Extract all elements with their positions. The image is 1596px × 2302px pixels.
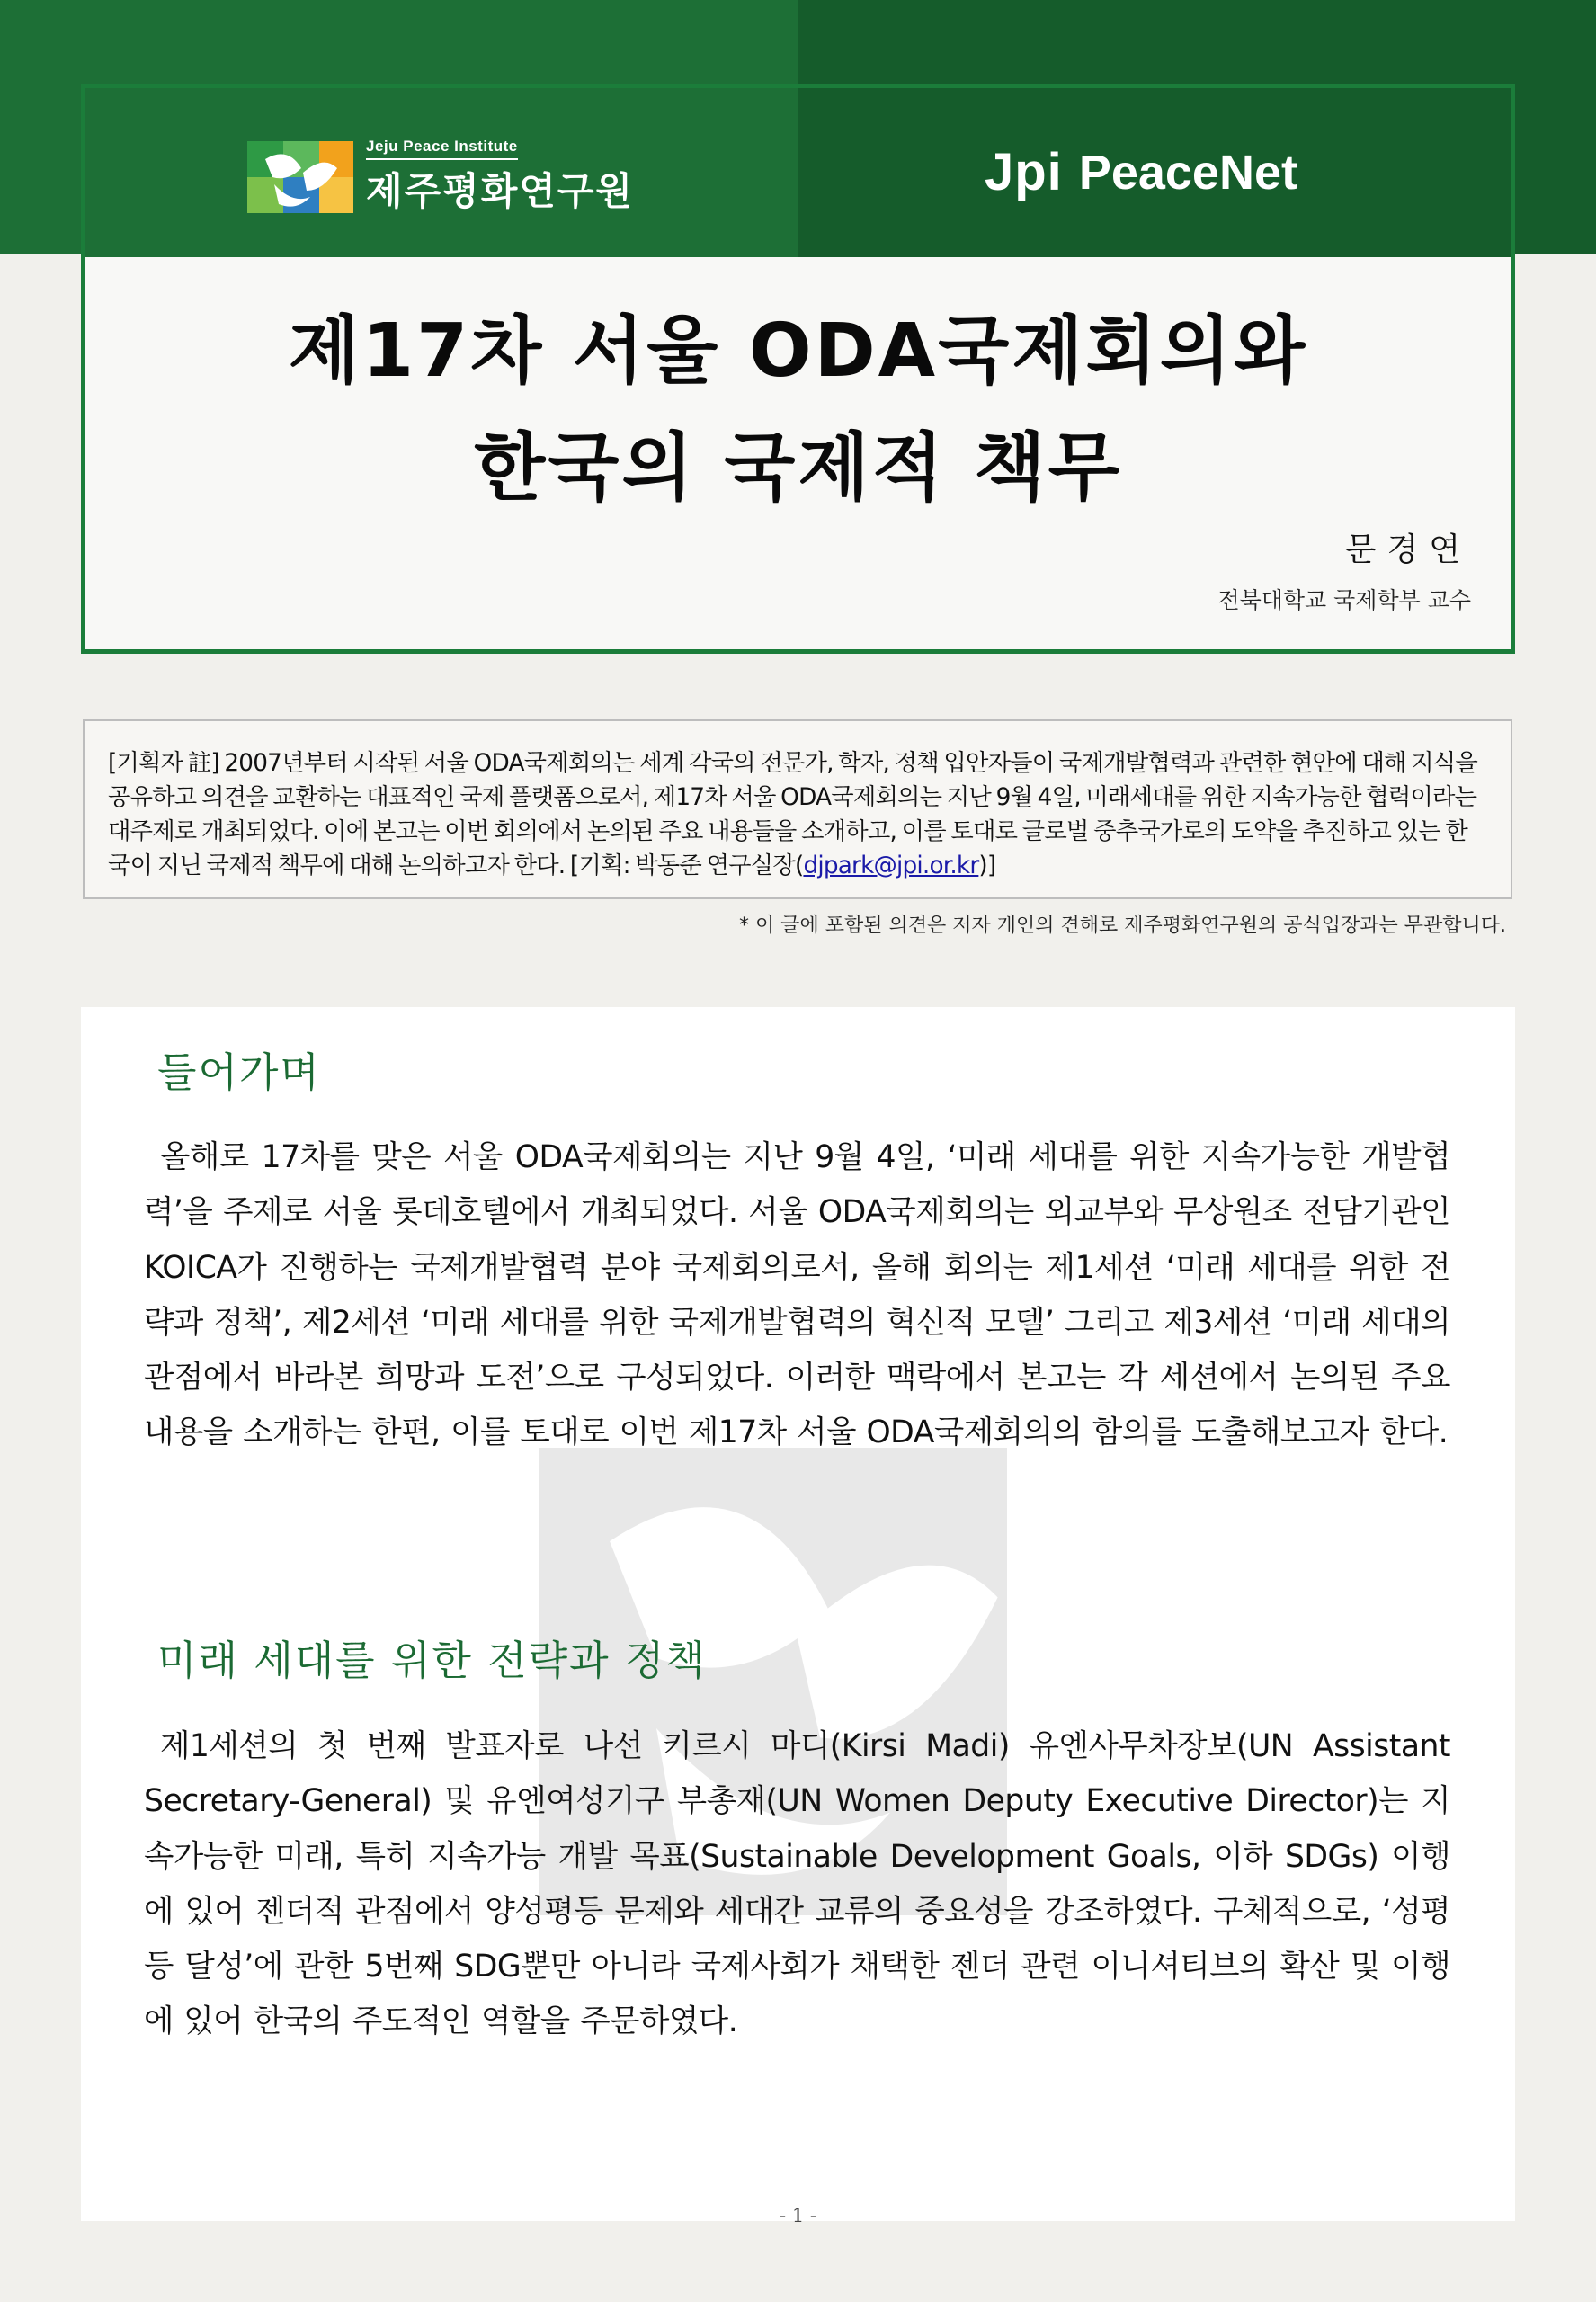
author-affiliation: 전북대학교 국제학부 교수 xyxy=(1217,587,1471,613)
brand-jpi: Jpi xyxy=(985,143,1063,201)
title-line-1: 제17차 서울 ODA국제회의와 xyxy=(288,308,1308,394)
editor-note-text: [기획자 註] 2007년부터 시작된 서울 ODA국제회의는 세계 각국의 전문가, 학자, 정책 입안자들이 국제개발협력과 관련한 현안에 대해 지식을 공유하고 의견을 교환하는 대표적인 국제 플랫폼으로서, 제17차 서울 ODA국제회의는 지난 9월 4일, 미래세대를 위한 지속가능한 협력이라는 대주제로 개최되었다. 이에 본고는 이번 회의에서 논의된 주요 내용들을 소개하고, 이를 토대로 글로벌 중추국가로의 도약을 추진하고 있는 한국이 지닌 국제적 책무에 대해 논의하고자 한다. [기획: 박동준 연구실장( xyxy=(108,750,1478,879)
brand-peacenet: PeaceNet xyxy=(1078,145,1297,200)
section-heading-intro: 들어가며 xyxy=(157,1048,321,1096)
jeju-peace-institute-logo xyxy=(247,138,634,216)
jpi-peacenet-logo xyxy=(985,142,1297,202)
editor-note xyxy=(83,719,1512,899)
content-area xyxy=(81,1007,1515,2221)
section-heading-strategy: 미래 세대를 위한 전략과 정책 xyxy=(157,1637,707,1684)
institute-emblem-icon xyxy=(247,141,353,213)
author-name: 문경연 xyxy=(1344,531,1471,568)
section-paragraph-intro: 올해로 17차를 맞은 서울 ODA국제회의는 지난 9월 4일, ‘미래 세대를 위한 지속가능한 개발협력’을 주제로 서울 롯데호텔에서 개최되었다. 서울 ODA국제회의는 외교부와 무상원조 전담기관인 KOICA가 진행하는 국제개발협력 분야 국제회의로서, 올해 회의는 제1세션 ‘미래 세대를 위한 전략과 정책’, 제2세션 ‘미래 세대를 위한 국제개발협력의 혁신적 모델’ 그리고 제3세션 ‘미래 세대의 관점에서 바라본 희망과 도전’으로 구성되었다. 이러한 맥락에서 본고는 각 세션에서 논의된 주요 내용을 소개하는 한편, 이를 토대로 이번 제17차 서울 ODA국제회의의 함의를 도출해보고자 한다. xyxy=(144,1139,1450,1451)
editor-note-close: )] xyxy=(978,852,996,879)
frame-header xyxy=(85,88,1511,257)
disclaimer: * 이 글에 포함된 의견은 저자 개인의 견해로 제주평화연구원의 공식입장과는 무관합니다. xyxy=(739,915,1506,937)
editor-email-link[interactable]: djpark@jpi.or.kr xyxy=(803,852,979,879)
title-frame xyxy=(81,84,1515,654)
title-line-2: 한국의 국제적 책무 xyxy=(474,425,1122,511)
institute-name-ko: 제주평화연구원 xyxy=(366,169,635,213)
institute-name-en: Jeju Peace Institute xyxy=(366,138,518,160)
page-title xyxy=(85,293,1511,527)
section-paragraph-strategy: 제1세션의 첫 번째 발표자로 나선 키르시 마디(Kirsi Madi) 유엔사무차장보(UN Assistant Secretary-General) 및 유엔여성기구 부총재(UN Women Deputy Executive Director)는 지속가능한 미래, 특히 지속가능 개발 목표(Sustainable Development Goals, 이하 SDGs) 이행에 있어 젠더적 관점에서 양성평등 문제와 세대간 교류의 중요성을 강조하였다. 구체적으로, ‘성평등 달성’에 관한 5번째 SDG뿐만 아니라 국제사회가 채택한 젠더 관련 이니셔티브의 확산 및 이행에 있어 한국의 주도적인 역할을 주문하였다. xyxy=(144,1728,1450,2040)
page-number: - 1 - xyxy=(780,2205,816,2226)
